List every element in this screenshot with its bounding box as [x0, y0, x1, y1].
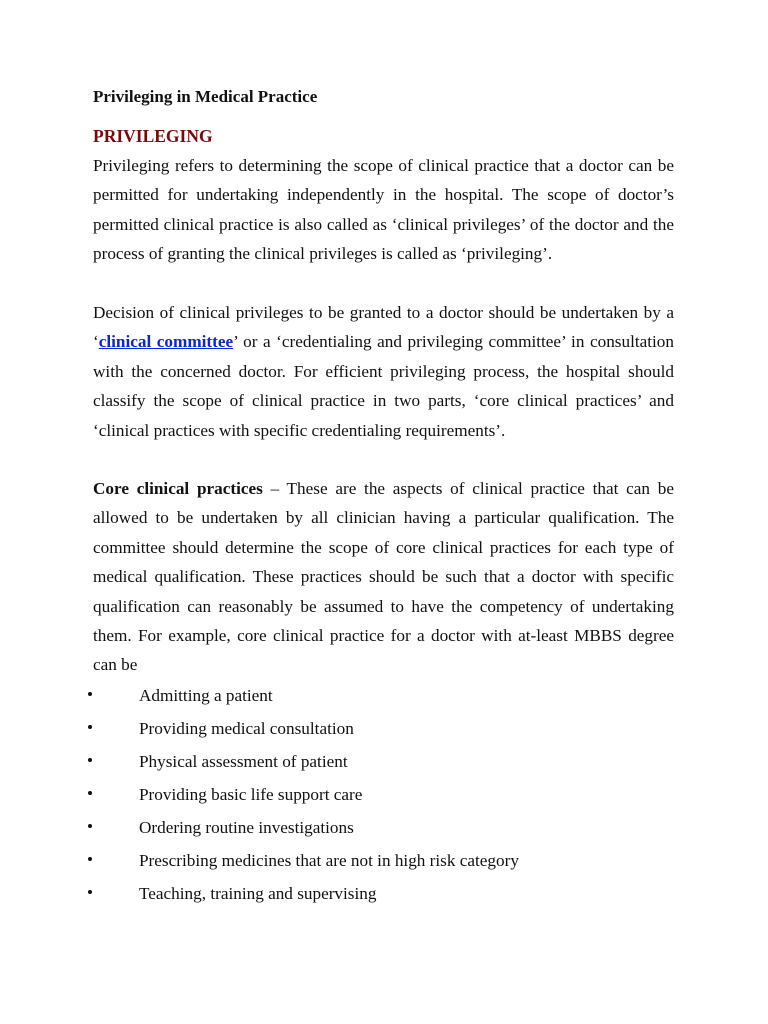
- bullet-icon: [88, 890, 92, 894]
- list-item-text: Physical assessment of patient: [139, 752, 348, 771]
- paragraph-text: [93, 474, 674, 680]
- document-title: Privileging in Medical Practice: [93, 87, 318, 106]
- section-heading-privileging: PRIVILEGING: [93, 126, 213, 146]
- paragraph-text: [93, 298, 674, 445]
- bullet-icon: [88, 758, 92, 762]
- bullet-icon: [88, 791, 92, 795]
- paragraph-text-before-link: Decision of clinical privileges to be granted to a doctor should be undertaken by a ‘: [93, 303, 674, 352]
- bullet-icon: [88, 692, 92, 696]
- core-clinical-practices-description: – These are the aspects of clinical practice that can be allowed to be undertaken by all clinician having a particular qualification. The committee should determine the scope of core clinical practices for each type of medical qualification. These practices should be such that a doctor with specific qualification can reasonably be assumed to have the competency of undertaking them. For example, core clinical practice for a doctor with at-least MBBS degree can be: [93, 479, 674, 675]
- bullet-icon: [88, 725, 92, 729]
- list-item-text: Providing basic life support care: [139, 785, 363, 804]
- list-item-text: Ordering routine investigations: [139, 818, 354, 837]
- clinical-committee-link[interactable]: clinical committee: [98, 332, 234, 352]
- paragraph-clinical-committee: [93, 298, 674, 445]
- paragraph-privileging-definition: [93, 151, 674, 269]
- list-item-text: Admitting a patient: [139, 686, 273, 705]
- paragraph-core-clinical-practices: [93, 474, 674, 680]
- list-item-text: Prescribing medicines that are not in high risk category: [139, 851, 519, 870]
- bullet-icon: [88, 824, 92, 828]
- bullet-icon: [88, 857, 92, 861]
- core-clinical-practices-term: Core clinical practices: [93, 479, 263, 498]
- list-item-text: Teaching, training and supervising: [139, 884, 377, 903]
- paragraph-text-after-link: ’ or a ‘credentialing and privileging committee’ in consultation with the concerned doctor. For efficient privileging process, the hospital should classify the scope of clinical practice in two parts, ‘core clinical practices’ and ‘clinical practices with specific credentialing requirements’.: [93, 332, 674, 440]
- list-item-text: Providing medical consultation: [139, 719, 354, 738]
- paragraph-text: Privileging refers to determining the scope of clinical practice that a doctor can be permitted for undertaking independently in the hospital. The scope of doctor’s permitted clinical practice is also called as ‘clinical privileges’ of the doctor and the process of granting the clinical privileges is called as ‘privileging’.: [93, 156, 674, 264]
